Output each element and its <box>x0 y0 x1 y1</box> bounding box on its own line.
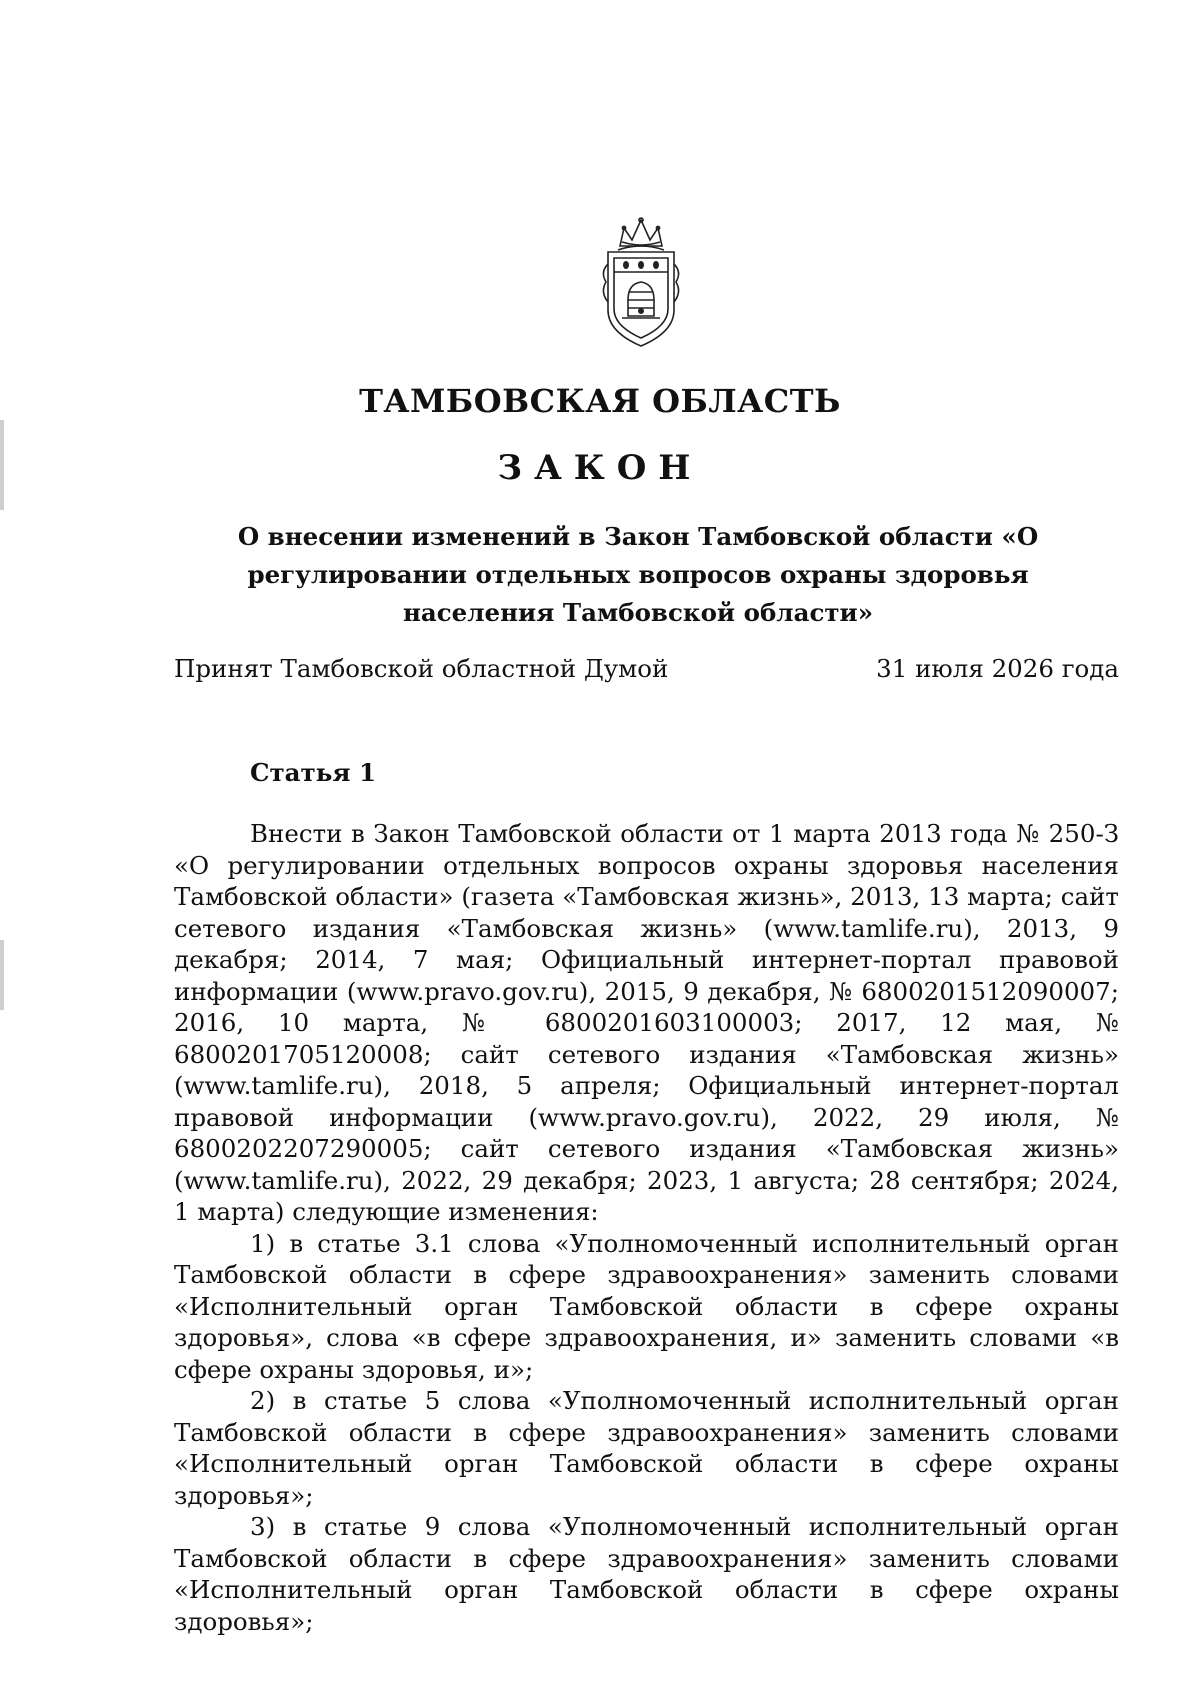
region-name: ТАМБОВСКАЯ ОБЛАСТЬ <box>359 382 841 420</box>
amendment-item: 3) в статье 9 слова «Уполномоченный исполнительный орган Тамбовской области в сфере здравоохранения» заменить словами «Исполнительный орган Тамбовской области в сфере охраны здоровья»; <box>174 1512 1119 1636</box>
document-type: ЗАКОН <box>497 448 703 488</box>
tambov-coat-of-arms-icon <box>598 212 684 350</box>
amendment-item: 1) в статье 3.1 слова «Уполномоченный исполнительный орган Тамбовской области в сфере здравоохранения» заменить словами «Исполнительный орган Тамбовской области в сфере охраны здоровья», слова «в сфере здравоохранения, и» заменить словами «в сфере охраны здоровья, и»; <box>174 1228 1119 1384</box>
adopted-by: Принят Тамбовской областной Думой <box>174 654 669 683</box>
scan-artifact <box>0 940 4 1010</box>
amendment-item: 2) в статье 5 слова «Уполномоченный исполнительный орган Тамбовской области в сфере здравоохранения» заменить словами «Исполнительный орган Тамбовской области в сфере охраны здоровья»; <box>174 1386 1119 1510</box>
adopted-date: 31 июля 2026 года <box>876 654 1119 683</box>
law-title: О внесении изменений в Закон Тамбовской области «О регулировании отдельных вопросов охраны здоровья населения Тамбовской области» <box>237 522 1039 627</box>
adoption-line <box>174 654 1119 683</box>
article-heading: Статья 1 <box>250 758 377 787</box>
article-body <box>174 818 1119 1637</box>
article-intro-paragraph: Внести в Закон Тамбовской области от 1 марта 2013 года № 250-З «О регулировании отдельных вопросов охраны здоровья населения Тамбовской области» (газета «Тамбовская жизнь», 2013, 13 марта; сайт сетевого издания «Тамбовская жизнь» (www.tamlife.ru), 2013, 9 декабря; 2014, 7 мая; Официальный интернет-портал правовой информации (www.pravo.gov.ru), 2015, 9 декабря, № 6800201512090007; 2016, 10 марта, № 6800201603100003; 2017, 12 мая, № 6800201705120008; сайт сетевого издания «Тамбовская жизнь» (www.tamlife.ru), 2018, 5 апреля; Официальный интернет-портал правовой информации (www.pravo.gov.ru), 2022, 29 июля, № 6800202207290005; сайт сетевого издания «Тамбовская жизнь» (www.tamlife.ru), 2022, 29 декабря; 2023, 1 августа; 28 сентября; 2024, 1 марта) следующие изменения: <box>174 819 1119 1226</box>
